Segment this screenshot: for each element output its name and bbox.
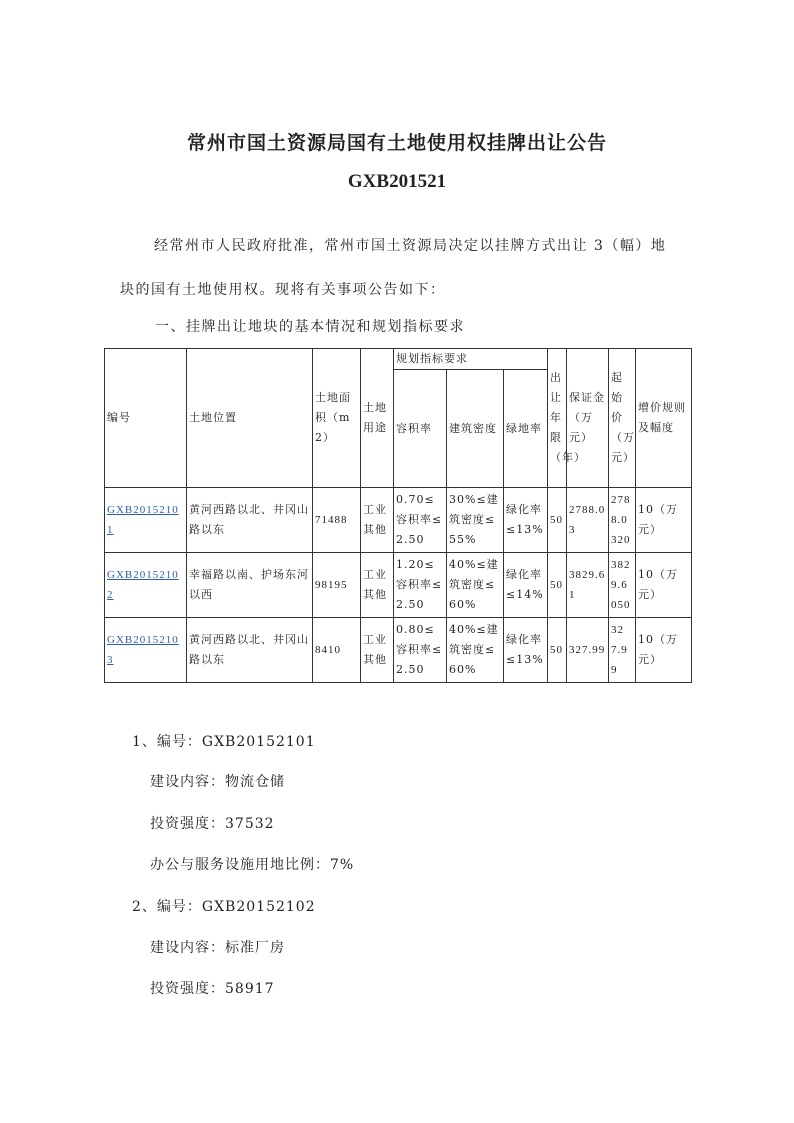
section-heading-1: 一、挂牌出让地块的基本情况和规划指标要求 — [155, 319, 465, 335]
cell-deposit: 327.99 — [567, 618, 609, 683]
item-content-1: 建设内容：物流仓储 — [150, 774, 285, 790]
cell-term: 50 — [548, 553, 567, 618]
cell-term: 50 — [548, 488, 567, 553]
document-title: 常州市国土资源局国有土地使用权挂牌出让公告 — [186, 132, 607, 154]
cell-density: 40%≤建筑密度≤60% — [447, 553, 504, 618]
cell-start-price: 3829.6050 — [609, 553, 636, 618]
header-location: 土地位置 — [187, 349, 313, 488]
header-deposit: 保证金（万元） — [567, 349, 609, 488]
cell-use: 工业其他 — [361, 618, 394, 683]
cell-start-price: 2788.0320 — [609, 488, 636, 553]
header-far: 容积率 — [394, 370, 447, 488]
cell-far: 0.80≤容积率≤2.50 — [394, 618, 447, 683]
cell-deposit: 3829.61 — [567, 553, 609, 618]
cell-density: 40%≤建筑密度≤60% — [447, 618, 504, 683]
cell-area: 8410 — [313, 618, 361, 683]
cell-green: 绿化率≤13% — [504, 488, 548, 553]
parcel-link-1[interactable]: GXB20152101 — [107, 504, 179, 536]
cell-green: 绿化率≤13% — [504, 618, 548, 683]
table-row — [105, 553, 692, 618]
parcel-table — [104, 348, 692, 683]
item-ratio-1: 办公与服务设施用地比例：7% — [150, 857, 355, 873]
header-start-price: 起始价（万元） — [609, 349, 636, 488]
parcel-link-2[interactable]: GXB20152102 — [107, 569, 179, 601]
cell-deposit: 2788.03 — [567, 488, 609, 553]
cell-start-price: 327.99 — [609, 618, 636, 683]
cell-area: 71488 — [313, 488, 361, 553]
cell-use: 工业其他 — [361, 553, 394, 618]
cell-use: 工业其他 — [361, 488, 394, 553]
header-use: 土地用途 — [361, 349, 394, 488]
header-density: 建筑密度 — [447, 370, 504, 488]
item-investment-1: 投资强度：37532 — [150, 816, 275, 832]
cell-density: 30%≤建筑密度≤55% — [447, 488, 504, 553]
table-row — [105, 618, 692, 683]
header-increment: 增价规则及幅度 — [636, 349, 692, 488]
cell-location: 黄河西路以北、井冈山路以东 — [187, 488, 313, 553]
header-term: 出让年限（年） — [548, 349, 567, 488]
intro-paragraph: 经常州市人民政府批准，常州市国土资源局决定以挂牌方式出让 3（幅）地块的国有土地使用权。现将有关事项公告如下： — [120, 238, 667, 298]
cell-green: 绿化率≤14% — [504, 553, 548, 618]
parcel-link-3[interactable]: GXB20152103 — [107, 634, 179, 666]
cell-term: 50 — [548, 618, 567, 683]
header-id: 编号 — [105, 349, 187, 488]
item-investment-2: 投资强度：58917 — [150, 981, 275, 997]
item-content-2: 建设内容：标准厂房 — [150, 940, 285, 956]
cell-location: 幸福路以南、护场东河以西 — [187, 553, 313, 618]
header-area: 土地面积（m2） — [313, 349, 361, 488]
item-heading-1: 1、编号：GXB20152101 — [132, 734, 316, 750]
header-planning: 规划指标要求 — [394, 349, 548, 370]
cell-far: 0.70≤容积率≤2.50 — [394, 488, 447, 553]
item-heading-2: 2、编号：GXB20152102 — [132, 899, 316, 915]
cell-increment: 10（万元） — [636, 553, 692, 618]
cell-increment: 10（万元） — [636, 488, 692, 553]
table-header-row — [105, 349, 692, 370]
document-code: GXB201521 — [347, 171, 447, 192]
cell-far: 1.20≤容积率≤2.50 — [394, 553, 447, 618]
cell-area: 98195 — [313, 553, 361, 618]
cell-location: 黄河西路以北、井冈山路以东 — [187, 618, 313, 683]
cell-increment: 10（万元） — [636, 618, 692, 683]
header-green: 绿地率 — [504, 370, 548, 488]
table-row — [105, 488, 692, 553]
